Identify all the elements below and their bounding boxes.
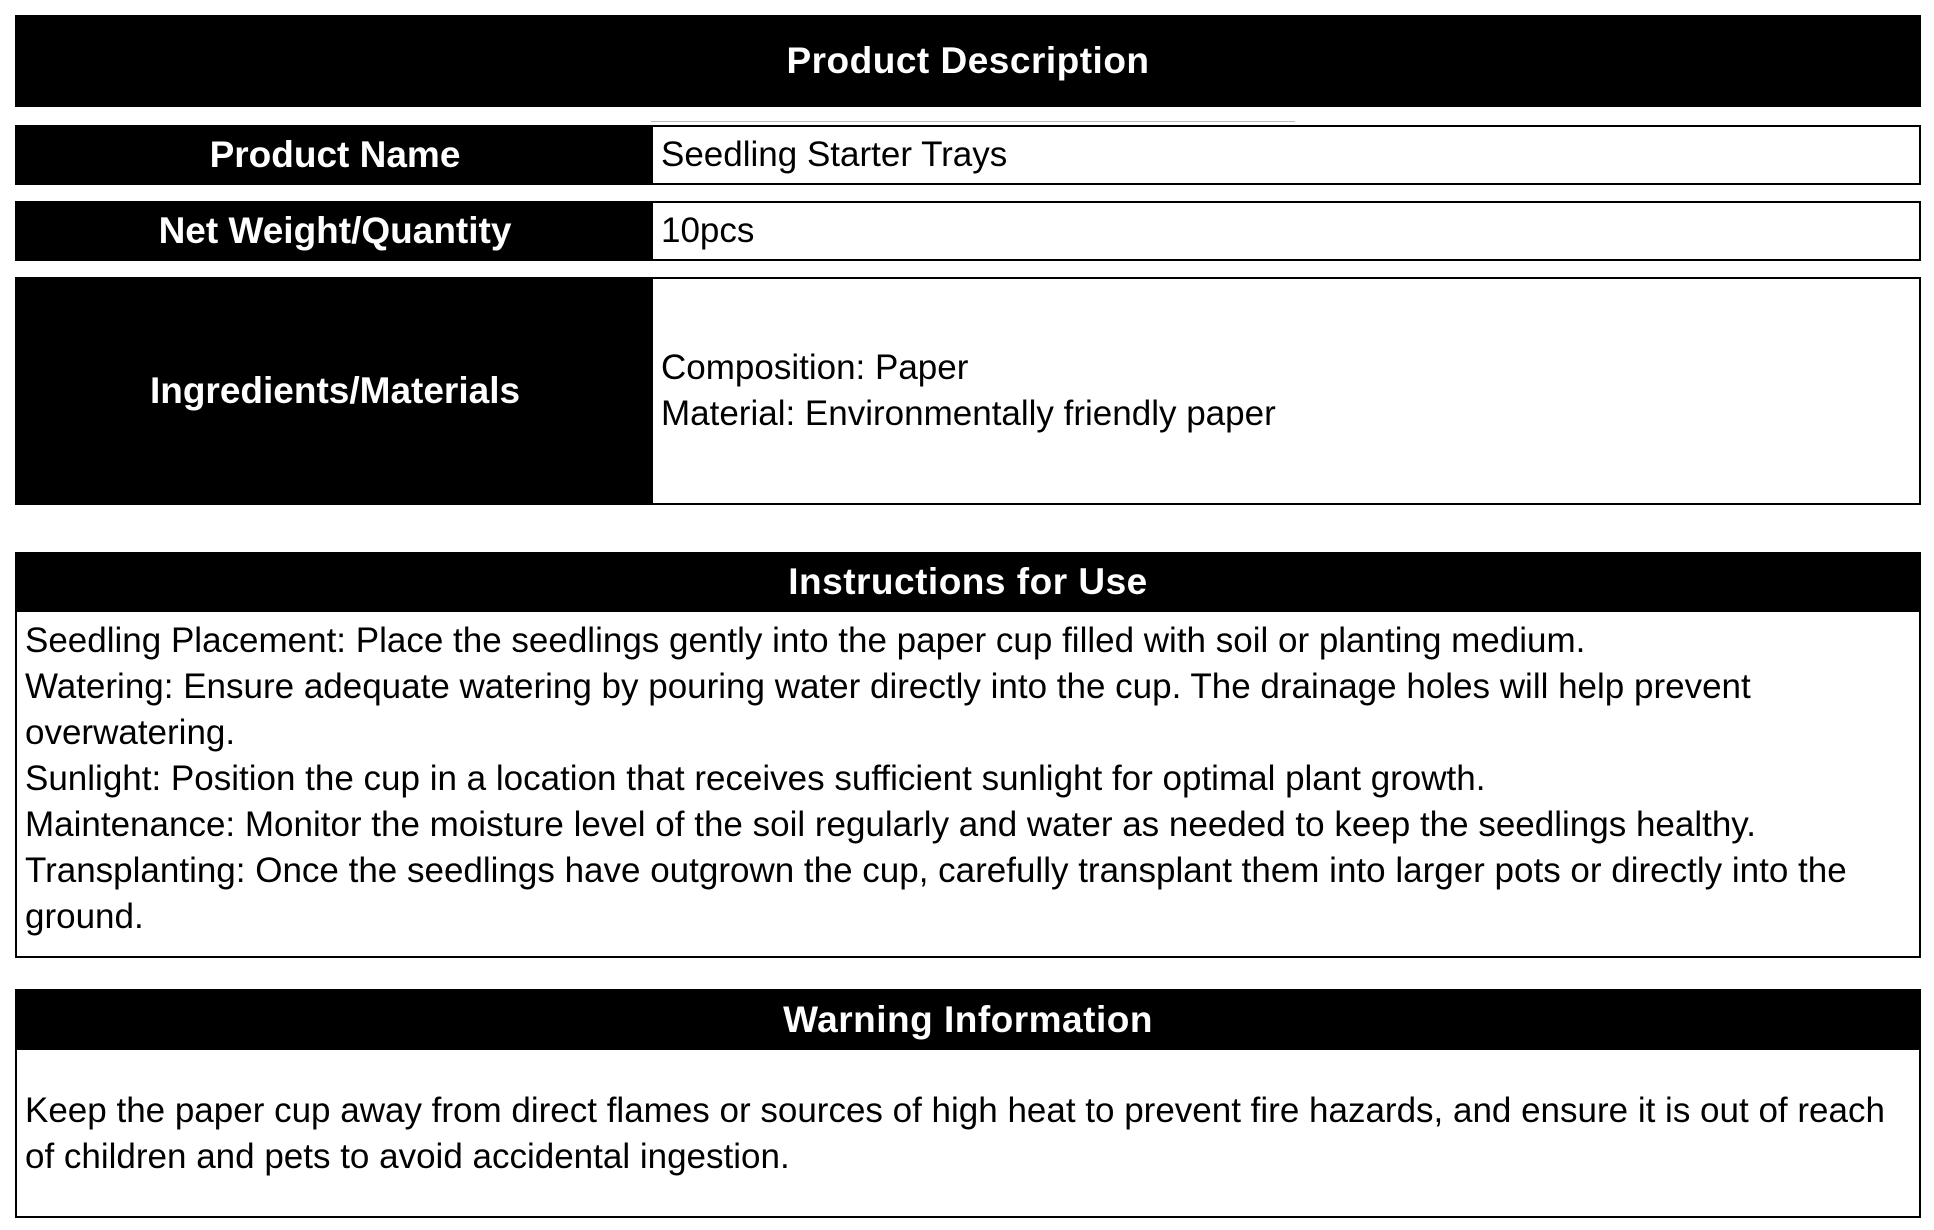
divider bbox=[651, 121, 1295, 122]
product-name-value: Seedling Starter Trays bbox=[653, 127, 1919, 183]
warning-title: Warning Information bbox=[783, 998, 1153, 1040]
product-name-row bbox=[15, 125, 1921, 185]
instructions-header bbox=[15, 552, 1921, 612]
warning-header bbox=[15, 989, 1921, 1050]
instruction-placement: Seedling Placement: Place the seedlings gently into the paper cup filled with soil or planting medium. bbox=[25, 621, 1586, 660]
warning-text: Keep the paper cup away from direct flames or sources of high heat to prevent fire hazards, and ensure it is out of reach of children and pets to avoid accidental ingestion. bbox=[25, 1091, 1885, 1176]
net-weight-row bbox=[15, 201, 1921, 261]
instructions-body bbox=[15, 612, 1921, 958]
instruction-maintenance: Maintenance: Monitor the moisture level of the soil regularly and water as needed to keep the seedlings healthy. bbox=[25, 805, 1756, 844]
instruction-sunlight: Sunlight: Position the cup in a location that receives sufficient sunlight for optimal plant growth. bbox=[25, 759, 1486, 798]
product-name-label: Product Name bbox=[17, 127, 653, 183]
net-weight-value: 10pcs bbox=[653, 203, 1919, 259]
ingredients-row bbox=[15, 277, 1921, 505]
product-description-header bbox=[15, 15, 1921, 107]
material-line: Material: Environmentally friendly paper bbox=[661, 394, 1276, 433]
composition-line: Composition: Paper bbox=[661, 348, 969, 387]
instruction-transplanting: Transplanting: Once the seedlings have outgrown the cup, carefully transplant them into larger pots or directly into the ground. bbox=[25, 851, 1847, 936]
instructions-title: Instructions for Use bbox=[788, 561, 1148, 602]
warning-body bbox=[15, 1050, 1921, 1218]
net-weight-label: Net Weight/Quantity bbox=[17, 203, 653, 259]
product-description-title: Product Description bbox=[786, 40, 1150, 81]
ingredients-label: Ingredients/Materials bbox=[17, 279, 653, 503]
ingredients-value bbox=[653, 279, 1919, 503]
instruction-watering: Watering: Ensure adequate watering by pouring water directly into the cup. The drainage holes will help prevent overwatering. bbox=[25, 667, 1751, 752]
